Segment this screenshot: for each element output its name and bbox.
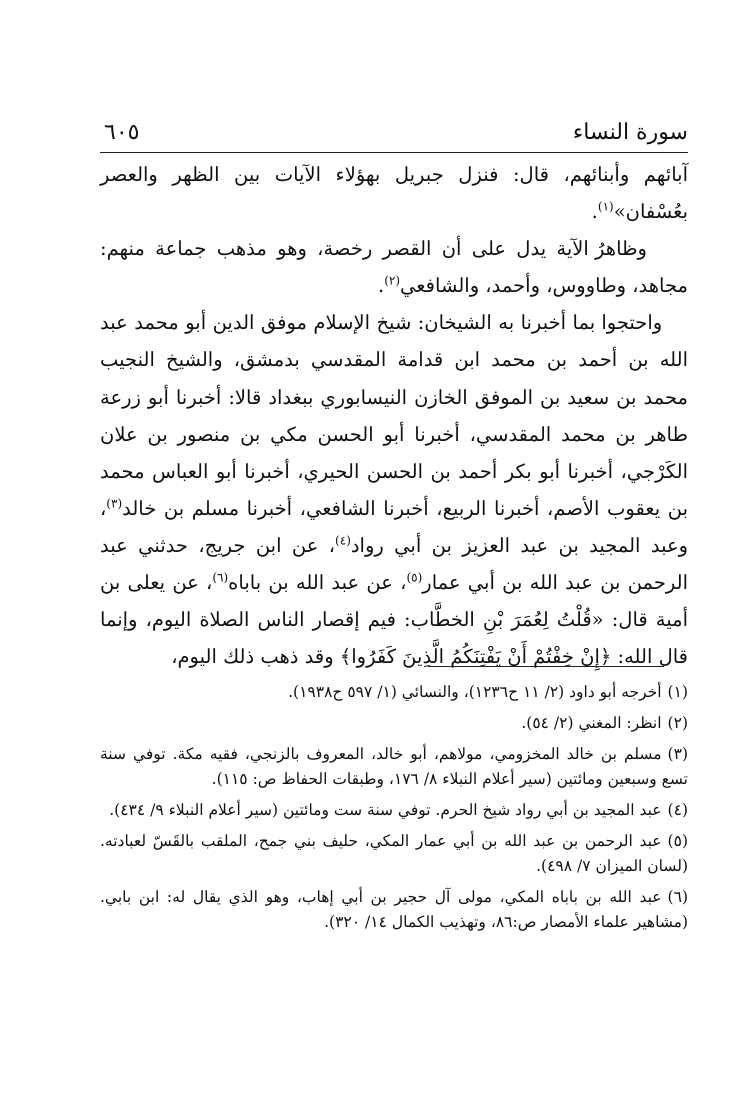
footnote-4 bbox=[100, 798, 688, 823]
footnotes bbox=[100, 680, 688, 941]
footnote-number: (١) bbox=[667, 683, 688, 701]
page-number: ٦٠٥ bbox=[104, 120, 140, 145]
footnote-ref-6: (٦) bbox=[212, 570, 229, 585]
footnote-number: (٤) bbox=[667, 801, 688, 819]
paragraph-2-end: . bbox=[377, 274, 385, 298]
footnote-number: (٥) bbox=[667, 832, 688, 850]
footnote-ref-1: (١) bbox=[597, 199, 614, 214]
footnote-2 bbox=[100, 711, 688, 736]
footnote-1 bbox=[100, 680, 688, 705]
footnote-text: مسلم بن خالد المخزومي، مولاهم، أبو خالد، المعروف بالزنجي، فقيه مكة. توفي سنة تسع وسبعين ومائتين (سير أعلام النبلاء ٨/ ١٧٦، وطبقات الحفاظ ص: ١١٥). bbox=[100, 745, 688, 788]
line-1-end: . bbox=[591, 200, 598, 224]
footnote-ref-2: (٢) bbox=[384, 273, 401, 288]
footnote-divider bbox=[428, 666, 664, 667]
paragraph-3-part-c: ، عن ابن جريج، حدثني عبد الرحمن بن عبد الله بن أبي عمار bbox=[100, 533, 689, 595]
footnote-ref-5: (٥) bbox=[406, 570, 423, 585]
footnote-ref-3: (٣) bbox=[106, 496, 123, 511]
footnote-number: (٦) bbox=[667, 888, 688, 906]
footnote-3 bbox=[100, 742, 688, 792]
line-1-text: آبائهم وأبنائهم، قال: فنزل جبريل بهؤلاء الآيات بين الظهر والعصر بعُسْفان» bbox=[100, 163, 688, 224]
paragraph-3-part-a: واحتجوا بما أخبرنا به الشيخان: شيخ الإسلام موفق الدين أبو محمد عبد الله بن أحمد بن محمد ابن قدامة المقدسي بدمشق، والشيخ النجيب محمد بن سعيد بن الموفق الخازن النيسابوري ببغداد قالا: أخبرنا أبو زرعة طاهر بن محمد المقدسي، أخبرنا أبو الحسن مكي بن منصور بن علان الكَرْجي، أخبرنا أبو بكر أحمد بن الحسن الحيري، أخبرنا أبو العباس محمد بن يعقوب الأصم، أخبرنا الربيع، أخبرنا الشافعي، أخبرنا مسلم بن خالد bbox=[100, 311, 688, 520]
footnote-ref-4: (٤) bbox=[335, 533, 351, 548]
main-text bbox=[100, 156, 688, 675]
paragraph-3-part-e: ، عن يعلى بن أمية قال: «قُلْتُ لِعُمَرَ بْنِ الخطَّاب: فيم إقصار الناس الصلاة اليوم، وإنما قال الله: ﴿إِنْ خِفْتُمْ أَنْ يَفْتِنَكُمُ الَّذِينَ كَفَرُوا﴾ وقد ذهب ذلك اليوم، bbox=[100, 571, 688, 669]
paragraph-3-part-d: ، عن عبد الله بن باباه bbox=[228, 571, 407, 595]
paragraph-3 bbox=[100, 304, 688, 675]
footnote-text: عبد الله بن باباه المكي، مولى آل حجير بن أبي إهاب، وهو الذي يقال له: ابن بابي. (مشاهير علماء الأمصار ص:٨٦، وتهذيب الكمال ١٤/ ٣٢٠). bbox=[100, 888, 688, 931]
footnote-number: (٢) bbox=[667, 714, 688, 732]
footnote-text: عبد المجيد بن أبي رواد شيخ الحرم. توفي سنة ست ومائتين (سير أعلام النبلاء ٩/ ٤٣٤). bbox=[109, 801, 662, 819]
surah-title: سورة النساء bbox=[572, 120, 688, 145]
paragraph-2-text: وظاهرُ الآية يدل على أن القصر رخصة، وهو مذهب جماعة منهم: مجاهد، وطاووس، وأحمد، والشافعي bbox=[100, 237, 688, 298]
footnote-5 bbox=[100, 829, 688, 879]
paragraph-1 bbox=[100, 156, 688, 230]
paragraph-2 bbox=[100, 230, 688, 304]
paragraph-3-part-b: ، وعبد المجيد بن عبد العزيز بن أبي رواد bbox=[100, 496, 689, 557]
page-header bbox=[100, 118, 688, 153]
footnote-text: انظر: المغني (٢/ ٥٤). bbox=[521, 714, 662, 732]
footnote-number: (٣) bbox=[667, 745, 688, 763]
footnote-6 bbox=[100, 885, 688, 935]
footnote-text: عبد الرحمن بن عبد الله بن أبي عمار المكي، حليف بني جمح، الملقب بالقَسّ لعبادته. (لسان الميزان ٧/ ٤٩٨). bbox=[100, 832, 688, 875]
footnote-text: أخرجه أبو داود (٢/ ١١ ح١٢٣٦)، والنسائي (١/ ٥٩٧ ح١٩٣٨). bbox=[288, 683, 662, 701]
